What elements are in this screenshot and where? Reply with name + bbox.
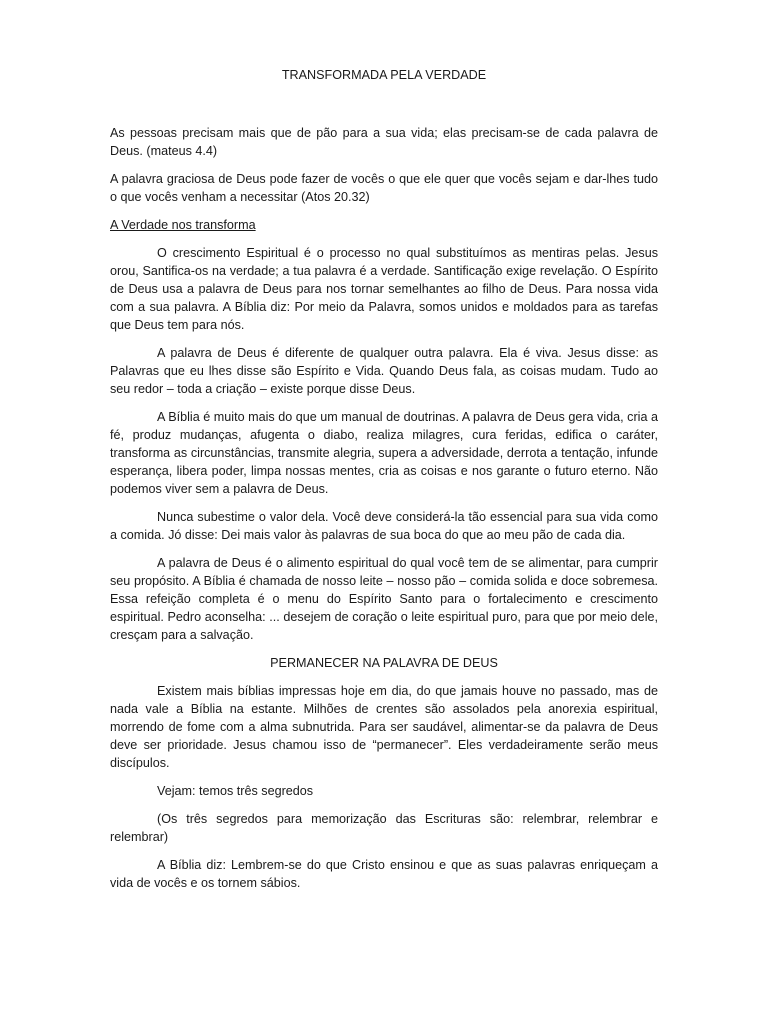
body-paragraph: (Os três segredos para memorização das Escrituras são: relembrar, relembrar e relembrar) [110,812,658,844]
body-paragraph: Existem mais bíblias impressas hoje em dia, do que jamais houve no passado, mas de nada vale a Bíblia na estante. Milhões de crentes são assolados pela anorexia espiritual, morrendo de fome com a alma subnutrida. Para ser saudável, alimentar-se da palavra de Deus deve ser prioridade. Jesus chamou isso de “permanecer”. Eles verdadeiramente serão meus discípulos. [110,684,658,770]
section-title: PERMANECER NA PALAVRA DE DEUS [270,656,498,670]
body-paragraph: Nunca subestime o valor dela. Você deve considerá-la tão essencial para sua vida como a comida. Jó disse: Dei mais valor às palavras de sua boca do que ao meu pão de cada dia. [110,510,658,542]
document-page [110,66,658,902]
intro-paragraph: As pessoas precisam mais que de pão para a sua vida; elas precisam-se de cada palavra de Deus. (mateus 4.4) [110,126,658,158]
body-paragraph: A Bíblia é muito mais do que um manual de doutrinas. A palavra de Deus gera vida, cria a fé, produz mudanças, afugenta o diabo, realiza milagres, cura feridas, edifica o caráter, transforma as circunstâncias, transmite alegria, supera a adversidade, derrota a tentação, infunde esperança, libera poder, limpa nossas mentes, cria as coisas e nos garante o futuro eterno. Não podemos viver sem a palavra de Deus. [110,410,658,496]
body-paragraph: Vejam: temos três segredos [157,784,314,798]
body-paragraph: O crescimento Espiritual é o processo no qual substituímos as mentiras pelas. Jesus orou, Santifica-os na verdade; a tua palavra é a verdade. Santificação exige revelação. O Espírito de Deus usa a palavra de Deus para nos tornar semelhantes ao filho de Deus. Para nossa vida com a sua palavra. A Bíblia diz: Por meio da Palavra, somos unidos e moldados para as tarefas que Deus tem para nós. [110,246,658,332]
body-paragraph: A palavra de Deus é diferente de qualquer outra palavra. Ela é viva. Jesus disse: as Palavras que eu lhes disse são Espírito e Vida. Quando Deus fala, as coisas mudam. Tudo ao seu redor – toda a criação – existe porque disse Deus. [110,346,658,396]
intro-paragraph: A palavra graciosa de Deus pode fazer de vocês o que ele quer que vocês sejam e dar-lhes tudo o que vocês venham a necessitar (Atos 20.32) [110,172,658,204]
body-paragraph: A Bíblia diz: Lembrem-se do que Cristo ensinou e que as suas palavras enriqueçam a vida de vocês e os tornem sábios. [110,858,658,890]
body-paragraph: A palavra de Deus é o alimento espiritual do qual você tem de se alimentar, para cumprir seu propósito. A Bíblia é chamada de nosso leite – nosso pão – comida solida e doce sobremesa. Essa refeição completa é o menu do Espírito Santo para o fortalecimento e crescimento espiritual. Pedro aconselha: ... desejem de coração o leite espiritual puro, para que por meio dele, cresçam para a salvação. [110,556,658,642]
document-title: TRANSFORMADA PELA VERDADE [281,68,487,82]
subheading: A Verdade nos transforma [110,218,256,232]
